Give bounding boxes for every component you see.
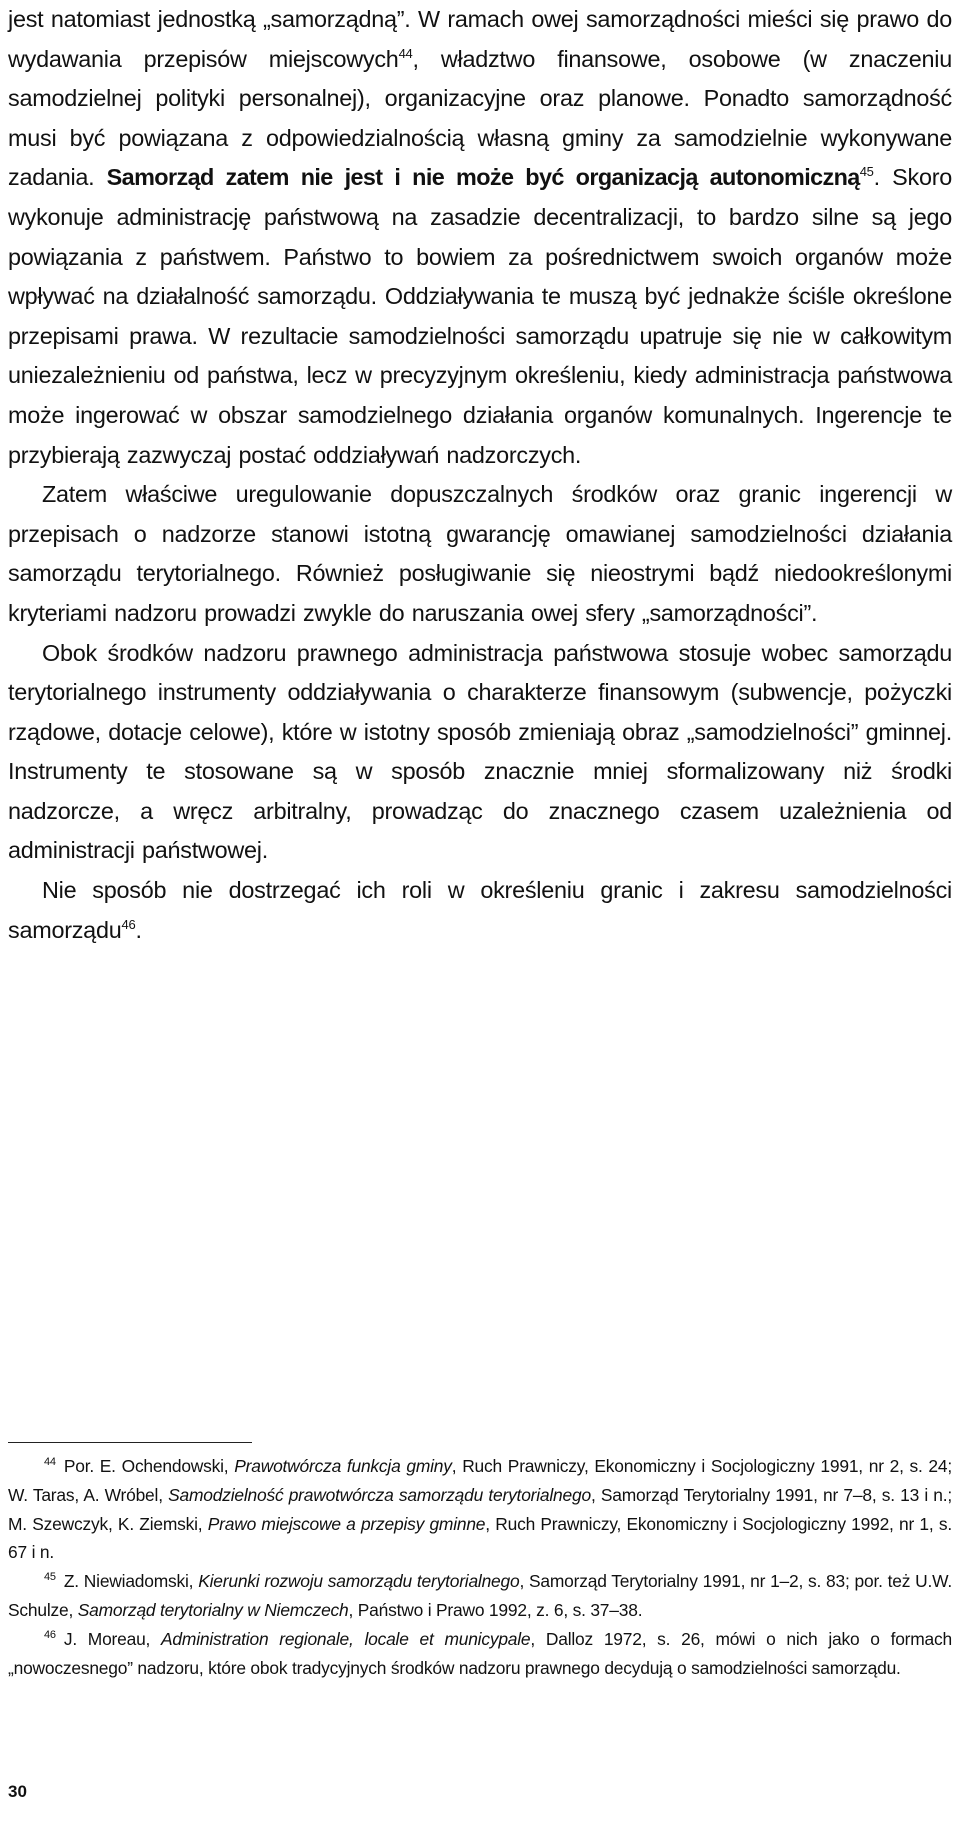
footnote-title: Samorząd terytorialny w Niemczech bbox=[77, 1599, 349, 1620]
paragraph-4 bbox=[8, 871, 952, 950]
footnote-title: Kierunki rozwoju samorządu terytorialnego bbox=[198, 1571, 520, 1592]
footnote-separator bbox=[8, 1442, 252, 1443]
footnote-44 bbox=[8, 1452, 952, 1567]
paragraph-4-text: Nie sposób nie dostrzegać ich roli w określeniu granic i zakresu samodzielności samorządu bbox=[8, 877, 952, 943]
footnotes bbox=[8, 1452, 952, 1682]
footnote-text: J. Moreau, bbox=[63, 1628, 162, 1649]
footnote-text: , Samorząd Terytorialny 1991, nr 7–8, s. 13 i n.; M. Szewczyk, K. Ziemski, bbox=[8, 1484, 953, 1534]
paragraph-1-text-end: . Skoro wykonuje administrację państwową na zasadzie decentralizacji, to bardzo silne są jego powiązania z państwem. Państwo to bowiem za pośrednictwem swoich organów może wpływać na działalność samorządu. Oddziaływania te muszą być jednakże ściśle określone przepisami prawa. W rezultacie samodzielności samorządu upatruje się nie w całkowitym uniezależnieniu od państwa, lecz w precyzyjnym określeniu, kiedy administracja państwowa może ingerować w obszar samodzielnego działania organów komunalnych. Ingerencje te przybierają zazwyczaj postać oddziaływań nadzorczych. bbox=[8, 164, 953, 468]
paragraph-1 bbox=[8, 0, 952, 475]
footnote-text: , Ruch Prawniczy, Ekonomiczny i Socjologiczny 1991, nr 2, s. 24; W. Taras, A. Wróbel, bbox=[8, 1456, 953, 1505]
footnote-title: Prawotwórcza funkcja gminy bbox=[234, 1456, 452, 1476]
footnote-title: Administration regionale, locale et municypale bbox=[161, 1628, 531, 1649]
footnote-text: , Państwo i Prawo 1992, z. 6, s. 37–38. bbox=[348, 1599, 643, 1620]
footnote-title: Prawo miejscowe a przepisy gminne bbox=[207, 1513, 486, 1534]
bold-statement: Samorząd zatem nie jest i nie może być organizacją autonomiczną bbox=[106, 164, 860, 191]
footnote-number: 46 bbox=[44, 1628, 56, 1641]
footnote-text: , Dalloz 1972, s. 26, mówi o nich jako o formach „nowoczesnego” nadzoru, które obok tradycyjnych środków nadzoru prawnego decydują o samodzielności samorządu. bbox=[8, 1628, 952, 1678]
paragraph-1-text: jest natomiast jednostką „samorządną”. W ramach owej samorządności mieści się prawo do wydawania przepisów miejscowych bbox=[8, 6, 952, 72]
footnote-text: Z. Niewiadomski, bbox=[63, 1571, 199, 1592]
footnote-number: 45 bbox=[44, 1571, 56, 1584]
footnote-ref-46: 46 bbox=[121, 916, 136, 932]
paragraph-2: Zatem właściwe uregulowanie dopuszczalnych środków oraz granic ingerencji w przepisach o nadzorze stanowi istotną gwarancję omawianej samodzielności działania samorządu terytorialnego. Również posługiwanie się nieostrymi bądź niedookreślonymi kryteriami nadzoru prowadzi zwykle do naruszania owej sfery „samorządności”. bbox=[8, 481, 952, 626]
footnote-46 bbox=[8, 1625, 952, 1683]
footnote-ref-45: 45 bbox=[859, 164, 874, 180]
footnote-text: , Ruch Prawniczy, Ekonomiczny i Socjologiczny 1992, nr 1, s. 67 i n. bbox=[8, 1513, 952, 1563]
footnote-text: , Samorząd Terytorialny 1991, nr 1–2, s. 83; por. też U.W. Schulze, bbox=[8, 1571, 953, 1620]
footnote-number: 44 bbox=[44, 1456, 56, 1468]
footnote-title: Samodzielność prawotwórcza samorządu terytorialnego bbox=[168, 1484, 591, 1505]
footnote-ref-44: 44 bbox=[398, 45, 413, 61]
page-number: 30 bbox=[8, 1782, 27, 1801]
paragraph-4-end: . bbox=[135, 916, 142, 943]
paragraph-1-text-cont: , władztwo finansowe, osobowe (w znaczeniu samodzielnej polityki personalnej), organizacyjne oraz planowe. Ponadto samorządność musi być powiązana z odpowiedzialnością własną gminy za samodzielnie wykonywane zadania. bbox=[8, 45, 952, 191]
footnote-45 bbox=[8, 1567, 952, 1625]
main-text bbox=[8, 0, 952, 950]
footnote-text: Por. E. Ochendowski, bbox=[63, 1456, 235, 1476]
paragraph-3: Obok środków nadzoru prawnego administracja państwowa stosuje wobec samorządu terytorialnego instrumenty oddziaływania o charakterze finansowym (subwencje, pożyczki rządowe, dotacje celowe), które w istotny sposób zmieniają obraz „samodzielności” gminnej. Instrumenty te stosowane są w sposób znacznie mniej sformalizowany niż środki nadzorcze, a wręcz arbitralny, prowadząc do znacznego czasem uzależnienia od administracji państwowej. bbox=[8, 639, 952, 864]
